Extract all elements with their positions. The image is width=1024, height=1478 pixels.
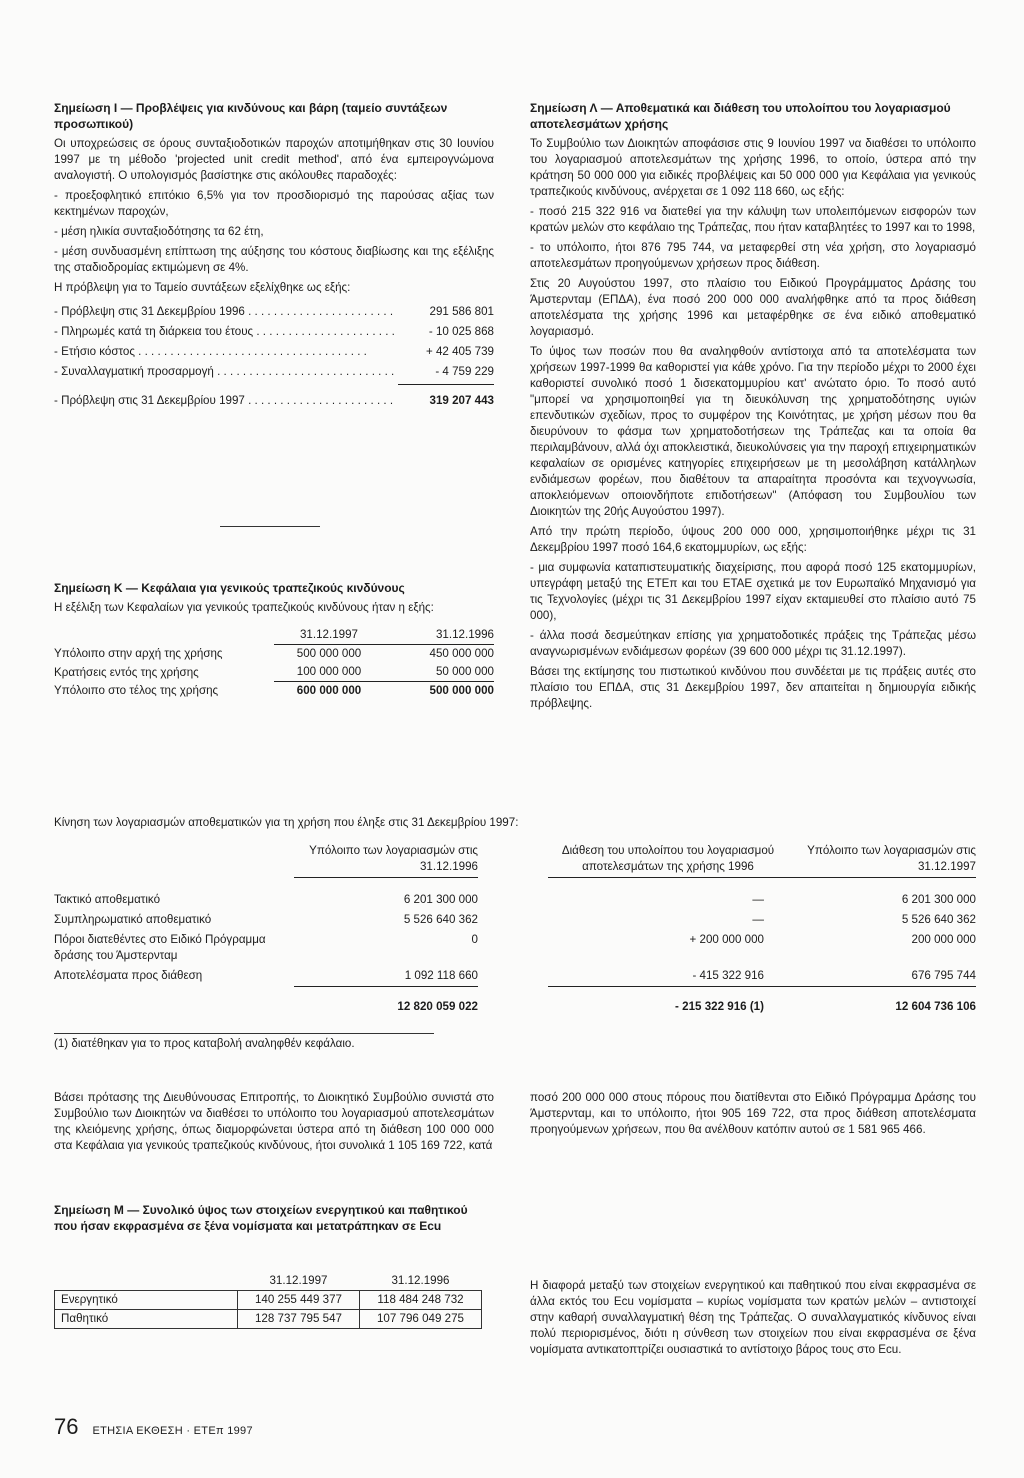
funds-value: 50 000 000 xyxy=(384,663,494,681)
provision-value: - 10 025 868 xyxy=(428,325,494,339)
funds-row-label: Κρατήσεις εντός της χρήσης xyxy=(54,665,199,679)
provision-value: - 4 759 229 xyxy=(435,365,494,379)
currency-table xyxy=(54,1272,482,1329)
note-l-item: - το υπόλοιπο, ήτοι 876 795 744, να μεταφερθεί στη νέα χρήση, στο λογαριασμό αποτελεσμάτων προηγούμενων χρήσεων προς διάθεση. xyxy=(530,241,976,271)
currency-row-label: Ενεργητικό xyxy=(55,1291,238,1310)
provision-row xyxy=(54,324,494,340)
provision-total-label: - Πρόβλεψη στις 31 Δεκεμβρίου 1997 . . . xyxy=(54,393,394,409)
proposal-left xyxy=(54,1090,494,1158)
reserves-total: 12 604 736 106 xyxy=(895,999,976,1013)
note-i-paragraph: Οι υποχρεώσεις σε όρους συνταξιοδοτικών παροχών αποτιμήθηκαν στις 30 Ιουνίου 1997 με τη μέθοδο 'projected unit credit method', από ένα εμπειρογνώμονα αναλογιστή. Ο υπολογισμός βασίστηκε στις ακόλουθες παραδοχές: xyxy=(54,137,494,183)
provision-label: - Πρόβλεψη στις 31 Δεκεμβρίου 1996 . . . xyxy=(54,304,394,320)
reserves-value: 676 795 744 xyxy=(788,966,976,986)
note-l-paragraph: Στις 20 Αυγούστου 1997, στο πλαίσιο του Ειδικού Προγράμματος Δράσης του Άμστερνταμ (ΕΠΔΑ), ένα ποσό 200 000 000 αναλήφθηκε από τα προς διάθεση αποτελέσματα της χρήσης 1996 και μεταφέρθηκε σε ένα ειδικό αποθεματικό λογαριασμό. xyxy=(530,277,976,339)
reserves-value: - 415 322 916 xyxy=(548,966,788,986)
reserves-value: 5 526 640 362 xyxy=(901,912,976,926)
currency-value: 107 796 049 275 xyxy=(360,1310,482,1329)
section-divider xyxy=(220,526,320,527)
note-l-paragraph: Το ύψος των ποσών που θα αναληφθούν αντίστοιχα από τα αποτελέσματα των χρήσεων 1997-1999 θα καθοριστεί για κάθε χρόνο. Για την περίοδο μέχρι το 2000 έχει καθοριστεί συνολικό ποσό 1 δισεκατομμυρίου κατ' ανώτατο όριο. Το ποσό αυτό "μπορεί να χρησιμοποιηθεί για τη διευκόλυνση της χρηματοδότησης υγιών επενδυτικών σχεδίων, προς το συμφέρον της Κοινότητας, με χρήση μέσων που θα διευρύνουν το φάσμα των χρηματοδοτήσεων της Τράπεζας και τα οποία θα περιλαμβάνουν, αλλά όχι αποκλειστικά, διευκολύνσεις για την παροχή επιχειρηματικών κεφαλαίων σε ορισμένες κατηγορίες επιχειρήσεων με τη μεσολάβηση κατάλληλων ενδιάμεσων φορέων, που διαθέτουν τα απαραίτητα προσόντα και τεχνογνωσία, αποκλειόμενων οποιονδήποτε επιδοτήσεων" (Απόφαση του Συμβουλίου των Διοικητών της 20ής Αυγούστου 1997). xyxy=(530,345,976,519)
funds-table xyxy=(54,626,494,700)
reserves-value: 1 092 118 660 xyxy=(294,966,478,986)
funds-row-label: Υπόλοιπο στο τέλος της χρήσης xyxy=(54,684,219,698)
note-k-title: Σημείωση Κ — Κεφάλαια για γενικούς τραπεζικούς κινδύνους xyxy=(54,581,405,595)
sum-rule xyxy=(398,384,494,385)
note-m xyxy=(54,1202,494,1329)
proposal-text: ποσό 200 000 000 στους πόρους που διατίθενται στο Ειδικό Πρόγραμμα Δράσης του Άμστερνταμ, και το υπόλοιπο, ήτοι 905 169 722, στα προς διάθεση αποτελέσματα προηγούμενων χρήσεων, που θα ανέλθουν κατόπιν αυτού σε 1 581 965 466. xyxy=(530,1091,976,1136)
reserves-value: 200 000 000 xyxy=(911,932,976,946)
note-l-item: - ποσό 215 322 916 να διατεθεί για την κάλυψη των υπολειπόμενων εισφορών των κρατών μελών στο κεφάλαιο της Τράπεζας, που ήταν καταβλητέες το 1997 και το 1998, xyxy=(530,205,976,235)
currency-header: 31.12.1996 xyxy=(391,1274,450,1288)
proposal-right xyxy=(530,1090,976,1142)
funds-value: 500 000 000 xyxy=(296,647,362,661)
note-l-item: - άλλα ποσά δεσμεύτηκαν επίσης για χρηματοδοτικές πράξεις της Τράπεζας μέσω αναγνωρισμένων ενδιάμεσων φορέων (39 600 000 μέχρι τις 31.12.1997). xyxy=(530,628,976,658)
note-i-paragraph: Η πρόβλεψη για το Ταμείο συντάξεων εξελίχθηκε ως εξής: xyxy=(54,281,351,295)
note-l-item: - μια συμφωνία καταπιστευματικής διαχείρισης, που αφορά ποσό 125 εκατομμυρίων, υπεγράφη μεταξύ της ΕΤΕπ και του ΕΤΑΕ σχετικά με τον Ευρωπαϊκό Μηχανισμό για τις Τεχνολογίες (μέχρι τις 31 Δεκεμβρίου 1997 είχαν εκταμιευθεί στο πλαίσιο αυτό 75 000), xyxy=(530,560,976,622)
reserves-header: Υπόλοιπο των λογαριασμών στις 31.12.1996 xyxy=(294,841,478,877)
reserves-total: 12 820 059 022 xyxy=(397,999,478,1013)
note-i xyxy=(54,100,494,413)
reserves-value: 6 201 300 000 xyxy=(403,892,478,906)
footer-title: ΕΤΗΣΙΑ ΕΚΘΕΣΗ · ΕΤΕπ 1997 xyxy=(92,1425,253,1437)
reserves-movement xyxy=(54,815,976,1056)
note-i-item: - προεξοφλητικό επιτόκιο 6,5% για τον προσδιορισμό της παρούσας αξίας των κεκτημένων παροχών, xyxy=(54,189,494,219)
provision-row xyxy=(54,364,494,380)
reserves-value: 5 526 640 362 xyxy=(403,912,478,926)
reserves-footnote: (1) διατέθηκαν για το προς καταβολή αναληφθέν κεφάλαιο. xyxy=(54,1036,355,1050)
note-l-paragraph: Από την πρώτη περίοδο, ύψους 200 000 000, χρησιμοποιήθηκε μέχρι τις 31 Δεκεμβρίου 1997 ποσό 164,6 εκατομμυρίων, ως εξής: xyxy=(530,525,976,554)
provision-label: - Συναλλαγματική προσαρμογή . . . xyxy=(54,364,394,380)
page-number: 76 xyxy=(54,1414,79,1439)
note-i-item: - μέση ηλικία συνταξιοδότησης τα 62 έτη, xyxy=(54,225,264,239)
note-l-paragraph: Το Συμβούλιο των Διοικητών αποφάσισε στις 9 Ιουνίου 1997 να διαθέσει το υπόλοιπο του λογαριασμού αποτελεσμάτων της χρήσης 1996, το οποίο, ύστερα από την κράτηση 50 000 000 για ειδικές προβλέψεις και 50 000 000 για Κεφάλαια για γενικούς τραπεζικούς κινδύνους, ανέρχεται σε 1 092 118 660, ως εξής: xyxy=(530,137,976,199)
reserves-value: — xyxy=(752,912,764,926)
reserves-value: 0 xyxy=(471,932,478,946)
page-footer xyxy=(54,1412,253,1442)
funds-row-label: Υπόλοιπο στην αρχή της χρήσης xyxy=(54,647,223,661)
currency-header: 31.12.1997 xyxy=(269,1274,328,1288)
note-l-title: Σημείωση Λ — Αποθεματικά και διάθεση του υπολοίπου του λογαριασμού αποτελεσμάτων χρήσης xyxy=(530,101,951,132)
reserves-table xyxy=(54,841,976,1017)
funds-value: 100 000 000 xyxy=(274,663,384,681)
note-m-title: Σημείωση Μ — Συνολικό ύψος των στοιχείων ενεργητικού και παθητικού που ήσαν εκφρασμένα σε ξένα νομίσματα και μετατράπηκαν σε Ecu xyxy=(54,1203,468,1234)
reserves-caption: Κίνηση των λογαριασμών αποθεματικών για τη χρήση που έληξε στις 31 Δεκεμβρίου 1997: xyxy=(54,816,519,829)
provision-value: + 42 405 739 xyxy=(425,345,494,359)
reserves-value: 6 201 300 000 xyxy=(901,892,976,906)
note-m-text: Η διαφορά μεταξύ των στοιχείων ενεργητικού και παθητικού που είναι εκφρασμένα σε άλλα εκτός του Ecu νομίσματα – κυρίως νομίσματα των κρατών μελών – αντιστοιχεί στην καθαρή συναλλαγματική θέση της Τράπεζας. Ο συναλλαγματικός κίνδυνος είναι πολύ περιορισμένος, διότι η σύνθεση των στοιχείων που είναι εκφρασμένα σε ξένα νομίσματα αντικατοπτρίζει ουσιαστικά το αντίστοιχο βάρος τους στο Ecu. xyxy=(530,1279,976,1356)
reserves-value: + 200 000 000 xyxy=(689,932,764,946)
currency-row-label: Παθητικό xyxy=(55,1310,238,1329)
reserves-header: Υπόλοιπο των λογαριασμών στις 31.12.1997 xyxy=(788,841,976,877)
currency-value: 140 255 449 377 xyxy=(238,1291,360,1310)
provision-value: 291 586 801 xyxy=(429,305,494,319)
note-k xyxy=(54,580,494,700)
provision-label: - Ετήσιο κόστος . . . xyxy=(54,344,394,360)
funds-value: 450 000 000 xyxy=(429,647,494,661)
proposal-text: Βάσει πρότασης της Διευθύνουσας Επιτροπής, το Διοικητικό Συμβούλιο συνιστά στο Συμβούλιο των Διοικητών να διαθέσει το υπόλοιπο του λογαριασμού αποτελεσμάτων της κλειόμενης χρήσης, όπως διαμορφώνεται ύστερα από τη διάθεση 100 000 000 στα Κεφάλαια για γενικούς τραπεζικούς κινδύνους, ήτοι συνολικά 1 105 169 722, κατά xyxy=(54,1091,494,1152)
reserves-header: Διάθεση του υπολοίπου του λογαριασμού αποτελεσμάτων της χρήσης 1996 xyxy=(548,841,788,877)
reserves-row-label: Πόροι διατεθέντες στο Ειδικό Πρόγραμμα δράσης του Άμστερνταμ xyxy=(54,932,266,962)
provision-label: - Πληρωμές κατά τη διάρκεια του έτους . . . xyxy=(54,324,394,340)
provision-total-value: 319 207 443 xyxy=(429,394,494,408)
funds-header: 31.12.1997 xyxy=(274,626,384,644)
note-m-explanation xyxy=(530,1278,976,1362)
reserves-row-label: Συμπληρωματικό αποθεματικό xyxy=(54,912,212,926)
reserves-value: — xyxy=(752,892,764,906)
currency-value: 118 484 248 732 xyxy=(360,1291,482,1310)
note-k-paragraph: Η εξέλιξη των Κεφαλαίων για γενικούς τραπεζικούς κινδύνους ήταν η εξής: xyxy=(54,601,434,615)
provision-table xyxy=(54,304,494,409)
reserves-total: - 215 322 916 (1) xyxy=(675,999,764,1013)
reserves-row-label: Αποτελέσματα προς διάθεση xyxy=(54,969,203,983)
funds-value: 500 000 000 xyxy=(429,684,494,698)
funds-value: 600 000 000 xyxy=(296,684,362,698)
note-l xyxy=(530,100,976,716)
provision-total-row xyxy=(54,393,494,409)
funds-header: 31.12.1996 xyxy=(384,626,494,644)
note-l-paragraph: Βάσει της εκτίμησης του πιστωτικού κινδύνου που συνδέεται με τις πράξεις αυτές στο πλαίσιο του ΕΠΔΑ, στις 31 Δεκεμβρίου 1997, δεν απαιτείται η δημιουργία ειδικής πρόβλεψης. xyxy=(530,664,976,710)
currency-value: 128 737 795 547 xyxy=(238,1310,360,1329)
footnote-rule xyxy=(54,1033,434,1034)
provision-row xyxy=(54,344,494,360)
note-i-item: - μέση συνδυασμένη επίπτωση της αύξησης του κόστους διαβίωσης και της εξέλιξης της σταδιοδρομίας εκτιμώμενη σε 4%. xyxy=(54,245,494,275)
reserves-row-label: Τακτικό αποθεματικό xyxy=(54,892,161,906)
note-i-title: Σημείωση Ι — Προβλέψεις για κινδύνους και βάρη (ταμείο συντάξεων προσωπικού) xyxy=(54,101,448,132)
provision-row xyxy=(54,304,494,320)
